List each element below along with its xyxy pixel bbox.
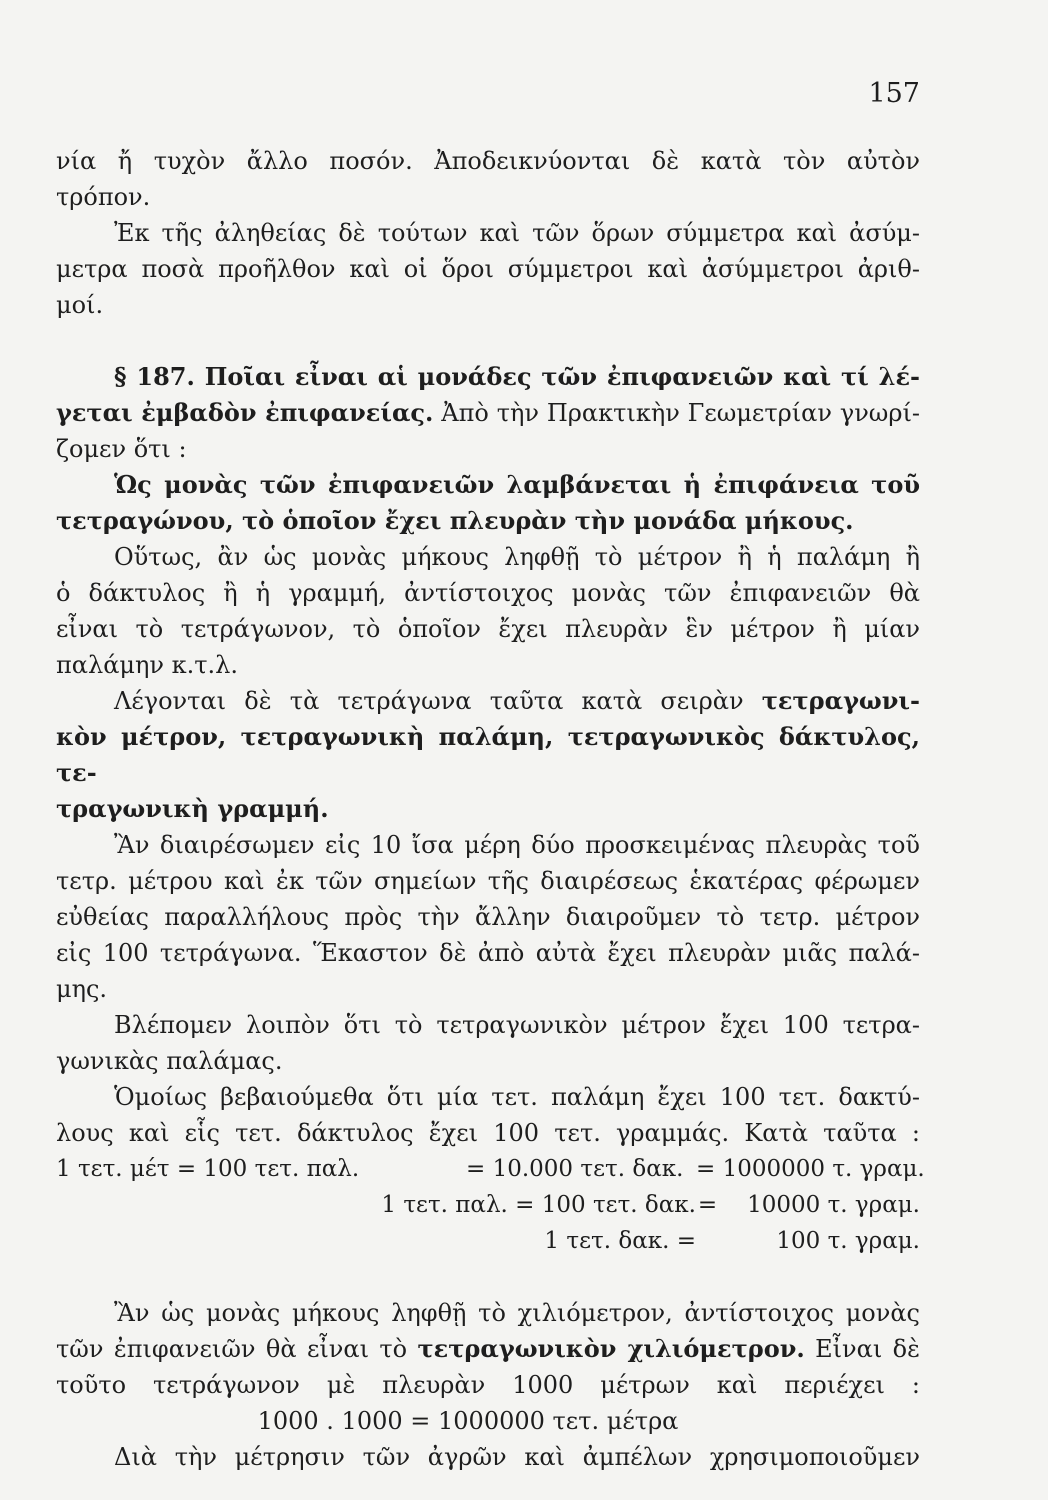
text-line: μοί. — [56, 291, 104, 319]
text-line: ζομεν ὅτι : — [56, 435, 187, 463]
text-line: μης. — [56, 975, 108, 1003]
text-span: τῶν ἐπιφανειῶν θὰ εἶναι τὸ — [56, 1335, 418, 1363]
equation-cell: = 10.000 τετ. δακ. — [466, 1156, 684, 1182]
bold-term: τετραγωνι- — [761, 686, 920, 715]
text-line: λους καὶ εἷς τετ. δάκτυλος ἔχει 100 τετ. γραμμάς. Κατὰ ταῦτα : — [56, 1119, 920, 1147]
text-line: γωνικὰς παλάμας. — [56, 1047, 283, 1075]
text-line: Ἐκ τῆς ἀληθείας δὲ τούτων καὶ τῶν ὅρων σύμμετρα καὶ ἀσύμ- — [114, 219, 920, 247]
text-line: τοῦτο τετράγωνον μὲ πλευρὰν 1000 μέτρων καὶ περιέχει : — [56, 1371, 920, 1399]
text-line — [56, 683, 920, 719]
bold-terms-line: τραγωνικὴ γραμμή. — [56, 794, 329, 823]
bold-term: τετραγωνικὸν χιλιόμετρον. — [417, 1334, 805, 1363]
text-line: παλάμην κ.τ.λ. — [56, 651, 238, 679]
page-text — [56, 143, 925, 1475]
equation-cell — [266, 1187, 696, 1223]
equation-part: 1 τετ. παλ. = 100 τετ. δακ. — [381, 1192, 696, 1218]
bold-terms-line: κὸν μέτρον, τετραγωνικὴ παλάμη, τετραγωνικὸς δάκτυλος, τε- — [56, 722, 920, 787]
text-line: ὁ δάκτυλος ἢ ἡ γραμμή, ἀντίστοιχος μονὰς τῶν ἐπιφανειῶν θὰ — [56, 579, 920, 607]
equation-cell: = 1000000 τ. γραμ. — [696, 1156, 925, 1182]
text-line: εὐθείας παραλλήλους πρὸς τὴν ἄλλην διαιροῦμεν τὸ τετρ. μέτρον — [56, 903, 920, 931]
text-line — [56, 395, 920, 431]
equation-part: 10000 τ. γραμ. — [747, 1192, 920, 1218]
equation-cell: 1 τετ. δακ. = — [544, 1228, 696, 1254]
page-number: 157 — [868, 78, 920, 109]
section-heading: § 187. Ποῖαι εἶναι αἱ μονάδες τῶν ἐπιφανειῶν καὶ τί λέ- — [114, 362, 920, 391]
text-line: νία ἤ τυχὸν ἄλλο ποσόν. Ἀποδεικνύονται δὲ κατὰ τὸν αὐτὸν — [56, 147, 920, 175]
text-line — [56, 1331, 920, 1367]
text-line: Βλέπομεν λοιπὸν ὅτι τὸ τετραγωνικὸν μέτρον ἔχει 100 τετρα- — [114, 1011, 920, 1039]
equation-cell — [696, 1187, 920, 1223]
text-line: εἰς 100 τετράγωνα. Ἕκαστον δὲ ἀπὸ αὐτὰ ἔχει πλευρὰν μιᾶς παλά- — [56, 939, 920, 967]
conversion-table — [56, 1151, 925, 1259]
equation-cell: 1 τετ. μέτ = 100 τετ. παλ. — [56, 1156, 360, 1182]
definition-line: τετραγώνου, τὸ ὁποῖον ἔχει πλευρὰν τὴν μονάδα μήκους. — [56, 506, 854, 535]
definition-line: Ὡς μονὰς τῶν ἐπιφανειῶν λαμβάνεται ἡ ἐπιφάνεια τοῦ — [114, 470, 920, 499]
text-line: Ὁμοίως βεβαιούμεθα ὅτι μία τετ. παλάμη ἔχει 100 τετ. δακτύ- — [114, 1083, 920, 1111]
text-span: Λέγονται δὲ τὰ τετράγωνα ταῦτα κατὰ σειρὰν — [114, 687, 762, 715]
text-line: μετρα ποσὰ προῆλθον καὶ οἱ ὅροι σύμμετροι καὶ ἀσύμμετροι ἀριθ- — [56, 255, 920, 283]
text-line: Ἂν ὡς μονὰς μήκους ληφθῇ τὸ χιλιόμετρον, ἀντίστοιχος μονὰς — [114, 1299, 920, 1327]
text-line: τετρ. μέτρου καὶ ἐκ τῶν σημείων τῆς διαιρέσεως ἑκατέρας φέρωμεν — [56, 867, 920, 895]
text-span: Εἶναι δὲ — [804, 1335, 920, 1363]
text-span: Ἀπὸ τὴν Πρακτικὴν Γεωμετρίαν γνωρί- — [433, 399, 920, 427]
text-line: εἶναι τὸ τετράγωνον, τὸ ὁποῖον ἔχει πλευρὰν ἓν μέτρον ἢ μίαν — [56, 615, 920, 643]
equation-part: = — [697, 1192, 718, 1218]
text-line: τρόπον. — [56, 183, 151, 211]
equation-line: 1000 . 1000 = 1000000 τετ. μέτρα — [257, 1407, 679, 1435]
section-heading-end: γεται ἐμβαδὸν ἐπιφανείας. — [56, 398, 434, 427]
equation-cell: 100 τ. γραμ. — [776, 1228, 920, 1254]
text-line: Ἂν διαιρέσωμεν εἰς 10 ἴσα μέρη δύο προσκειμένας πλευρὰς τοῦ — [114, 831, 920, 859]
text-line: Διὰ τὴν μέτρησιν τῶν ἀγρῶν καὶ ἀμπέλων χρησιμοποιοῦμεν — [114, 1443, 920, 1471]
text-line: Οὕτως, ἂν ὡς μονὰς μήκους ληφθῇ τὸ μέτρον ἢ ἡ παλάμη ἢ — [114, 543, 920, 571]
